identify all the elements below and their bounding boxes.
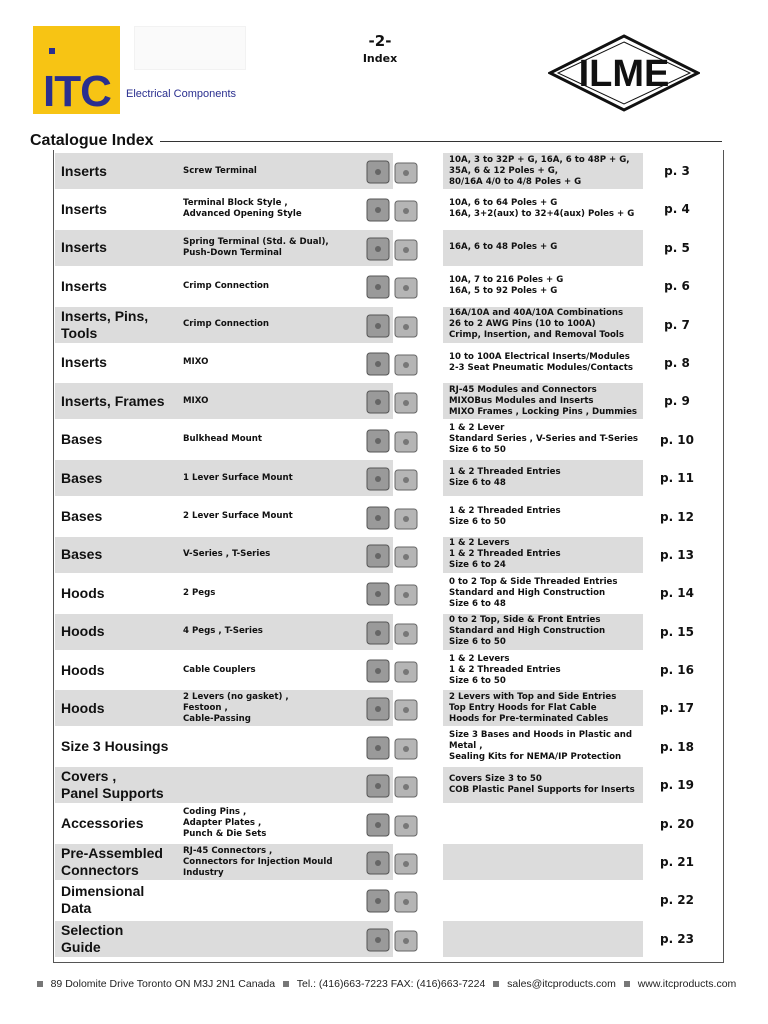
catalogue-index-title: Catalogue Index [30,132,160,150]
row-description: 2 Levers (no gasket) , Festoon , Cable-Passing [179,690,393,726]
row-page-link[interactable]: p. 7 [664,317,690,332]
row-category: Bases [55,460,181,496]
index-row[interactable] [55,460,712,498]
row-description: 4 Pegs , T-Series [179,614,393,650]
logo-text: ITC [43,67,111,116]
row-details: 1 & 2 Threaded Entries Size 6 to 50 [449,505,561,527]
index-row[interactable] [55,422,712,460]
row-details: 1 & 2 Levers 1 & 2 Threaded Entries Size 6 to 24 [443,537,643,573]
row-category: Inserts [61,354,107,371]
dimension-drawing-icon [347,884,439,918]
index-row[interactable] [55,767,712,805]
row-category: Hoods [61,661,105,678]
row-description: 1 Lever Surface Mount [179,460,393,496]
row-category: Inserts [61,200,107,217]
crimp-tool-icon [347,309,439,343]
index-row[interactable] [55,383,712,421]
hood-4-pegs-icon [347,616,439,650]
row-description: Crimp Connection [179,307,393,343]
row-details: 10A, 6 to 64 Poles + G 16A, 3+2(aux) to 32+4(aux) Poles + G [449,198,635,220]
index-row[interactable] [55,537,712,575]
row-details: 16A, 6 to 48 Poles + G [443,230,643,266]
index-row[interactable] [55,844,712,882]
row-category: Accessories [61,815,144,832]
row-details: 1 & 2 Levers 1 & 2 Threaded Entries Size 6 to 50 [449,653,561,686]
row-details: RJ-45 Modules and Connectors MIXOBus Modules and Inserts MIXO Frames , Locking Pins , Dummies [443,383,643,419]
row-page-link[interactable]: p. 15 [659,624,695,639]
accessory-icon [347,808,439,842]
row-category: Bases [55,537,181,573]
spring-terminal-insert-icon [347,232,439,266]
row-category: Inserts [61,277,107,294]
page-label: Index [362,52,398,65]
footer-bullet-icon [283,981,289,987]
row-description: Coding Pins , Adapter Plates , Punch & Die Sets [183,807,267,840]
index-row[interactable] [55,268,712,306]
surface-base-2-icon [347,501,439,535]
selection-guide-icon [347,923,439,957]
row-page-link[interactable]: p. 19 [659,778,695,793]
footer [0,978,768,990]
row-description: Bulkhead Mount [183,434,263,445]
row-page-link[interactable]: p. 12 [659,509,695,524]
index-row[interactable] [55,690,712,728]
index-row[interactable] [55,882,712,920]
crimp-insert-icon [347,270,439,304]
row-category: Dimensional Data [61,883,145,917]
row-page-link[interactable]: p. 16 [659,663,695,678]
index-row[interactable] [55,729,712,767]
logo-watermark [134,26,246,70]
row-page-link[interactable]: p. 8 [664,355,690,370]
footer-fax: FAX: (416)663-7224 [390,978,486,990]
mixo-insert-icon [347,347,439,381]
row-category: Hoods [61,584,105,601]
row-description: RJ-45 Connectors , Connectors for Injection Mould Industry [179,844,393,880]
row-category: Size 3 Housings [61,738,169,755]
footer-website[interactable]: www.itcproducts.com [637,978,737,990]
row-details: 10A, 7 to 216 Poles + G 16A, 5 to 92 Poles + G [449,275,564,297]
row-details: 1 & 2 Lever Standard Series , V-Series and T-Series Size 6 to 50 [449,423,639,456]
index-row[interactable] [55,230,712,268]
row-details: 10 to 100A Electrical Inserts/Modules 2-3 Seat Pneumatic Modules/Contacts [449,351,633,373]
row-details [443,844,643,880]
footer-address: 89 Dolomite Drive Toronto ON M3J 2N1 Canada [50,978,276,990]
itc-logo [33,26,120,114]
v-series-base-icon [347,539,439,573]
footer-email[interactable]: sales@itcproducts.com [507,978,616,990]
row-details: 1 & 2 Threaded Entries Size 6 to 48 [443,460,643,496]
cable-coupler-icon [347,654,439,688]
index-row[interactable] [55,575,712,613]
row-category: Bases [61,508,103,525]
row-category: Inserts [55,230,181,266]
row-category: Bases [61,431,103,448]
row-page-link[interactable]: p. 20 [659,816,695,831]
row-details: 2 Levers with Top and Side Entries Top Entry Hoods for Flat Cable Hoods for Pre-terminated Cables [443,690,643,726]
index-row[interactable] [55,307,712,345]
footer-bullet-icon [624,981,630,987]
row-category: Selection Guide [55,921,181,957]
index-row[interactable] [55,806,712,844]
row-category: Covers , Panel Supports [55,767,181,803]
row-details: 0 to 2 Top, Side & Front Entries Standard and High Construction Size 6 to 50 [443,614,643,650]
row-page-link[interactable]: p. 9 [664,394,690,409]
row-description: Terminal Block Style , Advanced Opening Style [183,198,302,220]
row-details: Covers Size 3 to 50 COB Plastic Panel Supports for Inserts [443,767,643,803]
row-category: Pre-Assembled Connectors [55,844,181,880]
festoon-hood-icon [347,692,439,726]
row-details: 16A/10A and 40A/10A Combinations 26 to 2 AWG Pins (10 to 100A) Crimp, Insertion, and Removal Tools [443,307,643,343]
row-page-link[interactable]: p. 6 [664,279,690,294]
row-category: Inserts [55,153,181,189]
row-details: 10A, 3 to 32P + G, 16A, 6 to 48P + G, 35A, 6 & 12 Poles + G, 80/16A 4/0 to 4/8 Poles + G [443,153,643,189]
terminal-block-insert-icon [347,193,439,227]
index-row[interactable] [55,921,712,959]
bulkhead-base-icon [347,424,439,458]
row-page-link[interactable]: p. 17 [659,701,695,716]
row-category: Inserts, Frames [55,383,181,419]
row-page-link[interactable]: p. 21 [659,855,695,870]
pre-assembled-connector-icon [347,846,439,880]
index-row[interactable] [55,191,712,229]
row-page-link[interactable]: p. 22 [659,893,695,908]
row-category: Hoods [55,614,181,650]
hood-2-pegs-icon [347,577,439,611]
row-description: 2 Lever Surface Mount [183,511,293,522]
row-description: Spring Terminal (Std. & Dual), Push-Down Terminal [179,230,393,266]
footer-phone: Tel.: (416)663-7223 [296,978,388,990]
row-page-link[interactable]: p. 11 [659,471,695,486]
row-details: Size 3 Bases and Hoods in Plastic and Metal , Sealing Kits for NEMA/IP Protection [449,730,633,763]
index-row[interactable] [55,499,712,537]
row-description: MIXO [179,383,393,419]
row-page-link[interactable]: p. 14 [659,586,695,601]
row-description: Screw Terminal [179,153,393,189]
row-page-link[interactable]: p. 3 [664,164,690,178]
row-page-link[interactable]: p. 13 [659,547,695,562]
index-row[interactable] [55,345,712,383]
row-page-link[interactable]: p. 10 [659,432,695,447]
cover-icon [347,769,439,803]
ilme-logo-text: ILME [578,53,670,95]
mixo-frame-icon [347,385,439,419]
row-description: 2 Pegs [183,587,216,598]
row-category: Inserts, Pins, Tools [55,307,181,343]
index-table [55,153,712,959]
row-details: 0 to 2 Top & Side Threaded Entries Standard and High Construction Size 6 to 48 [449,576,618,609]
row-category: Hoods [55,690,181,726]
company-tagline: Electrical Components [126,88,237,100]
row-page-link[interactable]: p. 4 [664,202,690,217]
index-row[interactable] [55,614,712,652]
screw-terminal-insert-icon [347,155,439,189]
row-description: Crimp Connection [183,280,270,291]
row-description: V-Series , T-Series [179,537,393,573]
footer-bullet-icon [37,981,43,987]
page-number: -2- [368,32,392,50]
logo-dot [49,48,55,54]
row-details [443,921,643,957]
row-details [443,806,643,842]
size-3-housing-icon [347,731,439,765]
row-page-link[interactable]: p. 23 [659,931,695,946]
row-description: MIXO [183,357,209,368]
surface-base-1-icon [347,462,439,496]
ilme-logo [548,34,700,112]
footer-bullet-icon [493,981,499,987]
row-details [443,882,643,918]
index-row[interactable] [55,153,712,191]
row-page-link[interactable]: p. 18 [659,739,695,754]
row-description: Cable Couplers [183,664,256,675]
index-row[interactable] [55,652,712,690]
row-page-link[interactable]: p. 5 [664,240,690,255]
